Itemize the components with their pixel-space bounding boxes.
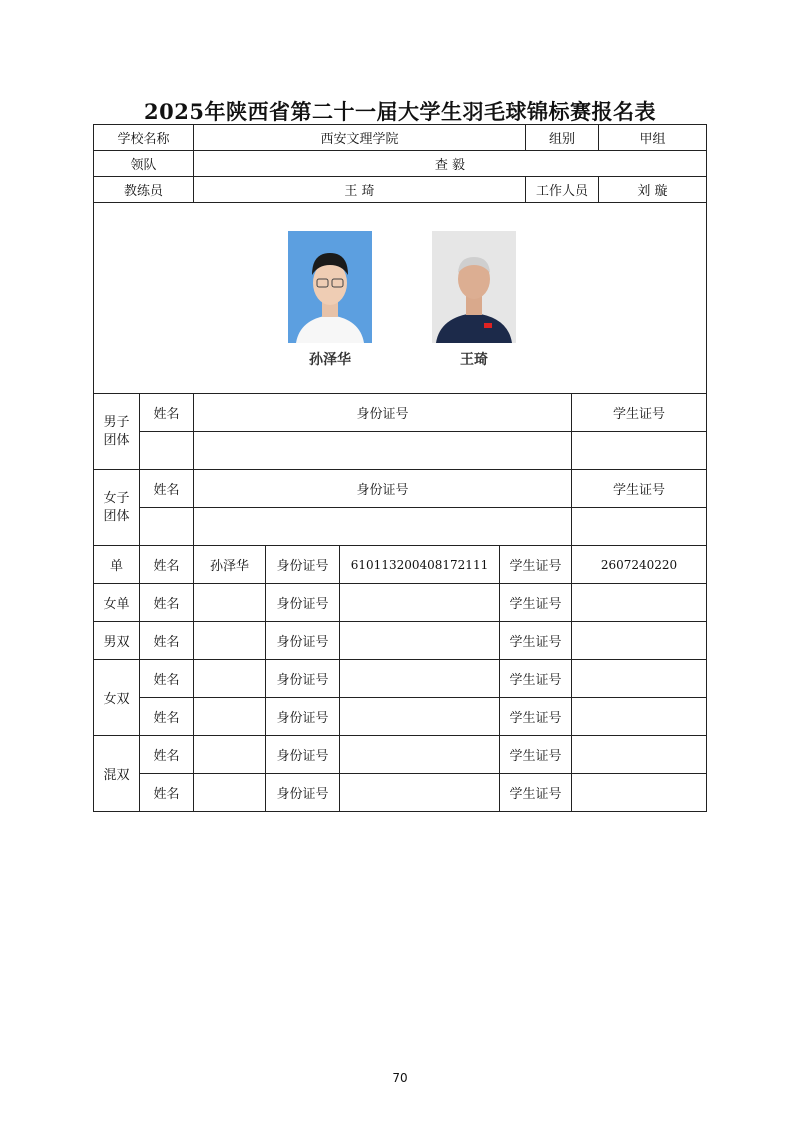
womens-double-label: 女双	[94, 660, 140, 736]
student-id-label: 学生证号	[500, 660, 572, 698]
coach-label: 教练员	[94, 177, 194, 203]
student-id-label: 学生证号	[572, 470, 707, 508]
id-cell	[340, 736, 500, 774]
school-row	[94, 125, 707, 151]
single-label: 单	[94, 546, 140, 584]
id-label: 身份证号	[266, 774, 340, 812]
womens-double-row	[94, 660, 707, 698]
coach-photo	[432, 231, 516, 369]
womens-team-row	[94, 470, 707, 508]
student-id-cell	[572, 736, 707, 774]
single-student-id-value: 2607240220	[572, 546, 707, 584]
name-label: 姓名	[140, 736, 194, 774]
name-label: 姓名	[140, 774, 194, 812]
photos-cell	[94, 203, 707, 394]
student-id-cell	[572, 432, 707, 470]
id-label: 身份证号	[266, 736, 340, 774]
name-cell	[140, 432, 194, 470]
page-title: 2025年陕西省第二十一届大学生羽毛球锦标赛报名表	[144, 99, 656, 124]
student-id-label: 学生证号	[500, 774, 572, 812]
id-cell	[340, 660, 500, 698]
student-id-cell	[572, 698, 707, 736]
id-label: 身份证号	[266, 660, 340, 698]
staff-label: 工作人员	[526, 177, 599, 203]
womens-team-entry	[94, 508, 707, 546]
mens-team-label: 男子 团体	[94, 394, 140, 470]
group-label: 组别	[526, 125, 599, 151]
photos-row	[94, 203, 707, 394]
coach-photo-caption: 王琦	[460, 352, 488, 368]
page-number: 70	[392, 1071, 408, 1085]
name-label: 姓名	[140, 546, 194, 584]
student-id-label: 学生证号	[500, 736, 572, 774]
player-portrait	[288, 231, 372, 343]
id-label: 身份证号	[266, 622, 340, 660]
coach-value: 王 琦	[194, 177, 526, 203]
name-label: 姓名	[140, 394, 194, 432]
coach-row	[94, 177, 707, 203]
student-id-label: 学生证号	[500, 546, 572, 584]
player-photo-caption: 孙泽华	[309, 352, 351, 368]
name-label: 姓名	[140, 584, 194, 622]
mixed-double-row	[94, 736, 707, 774]
single-name-value: 孙泽华	[194, 546, 266, 584]
name-label: 姓名	[140, 622, 194, 660]
staff-value: 刘 璇	[599, 177, 707, 203]
player-photo	[288, 231, 372, 369]
school-value: 西安文理学院	[194, 125, 526, 151]
student-id-cell	[572, 660, 707, 698]
school-label: 学校名称	[94, 125, 194, 151]
womens-double-row	[94, 698, 707, 736]
student-id-cell	[572, 508, 707, 546]
name-cell	[194, 622, 266, 660]
womens-single-label: 女单	[94, 584, 140, 622]
mens-team-entry	[94, 432, 707, 470]
id-cell	[340, 622, 500, 660]
name-cell	[194, 736, 266, 774]
id-label: 身份证号	[266, 698, 340, 736]
name-label: 姓名	[140, 660, 194, 698]
student-id-label: 学生证号	[572, 394, 707, 432]
id-label: 身份证号	[194, 394, 572, 432]
name-cell	[194, 584, 266, 622]
group-value: 甲组	[599, 125, 707, 151]
id-cell	[194, 508, 572, 546]
mens-double-label: 男双	[94, 622, 140, 660]
leader-label: 领队	[94, 151, 194, 177]
womens-team-label: 女子 团体	[94, 470, 140, 546]
student-id-label: 学生证号	[500, 584, 572, 622]
name-label: 姓名	[140, 698, 194, 736]
mixed-double-row	[94, 774, 707, 812]
id-cell	[340, 774, 500, 812]
name-cell	[194, 660, 266, 698]
name-cell	[140, 508, 194, 546]
id-label: 身份证号	[266, 546, 340, 584]
student-id-cell	[572, 622, 707, 660]
name-label: 姓名	[140, 470, 194, 508]
leader-row	[94, 151, 707, 177]
id-label: 身份证号	[194, 470, 572, 508]
name-cell	[194, 774, 266, 812]
student-id-cell	[572, 584, 707, 622]
mens-double-row	[94, 622, 707, 660]
coach-portrait	[432, 231, 516, 343]
id-cell	[194, 432, 572, 470]
name-cell	[194, 698, 266, 736]
student-id-label: 学生证号	[500, 622, 572, 660]
single-row	[94, 546, 707, 584]
team-info-table	[93, 124, 707, 394]
entries-table	[93, 393, 707, 812]
mixed-double-label: 混双	[94, 736, 140, 812]
id-cell	[340, 584, 500, 622]
student-id-label: 学生证号	[500, 698, 572, 736]
id-label: 身份证号	[266, 584, 340, 622]
single-id-value: 610113200408172111	[340, 546, 500, 584]
id-cell	[340, 698, 500, 736]
student-id-cell	[572, 774, 707, 812]
womens-single-row	[94, 584, 707, 622]
mens-team-row	[94, 394, 707, 432]
leader-value: 查 毅	[194, 151, 707, 177]
